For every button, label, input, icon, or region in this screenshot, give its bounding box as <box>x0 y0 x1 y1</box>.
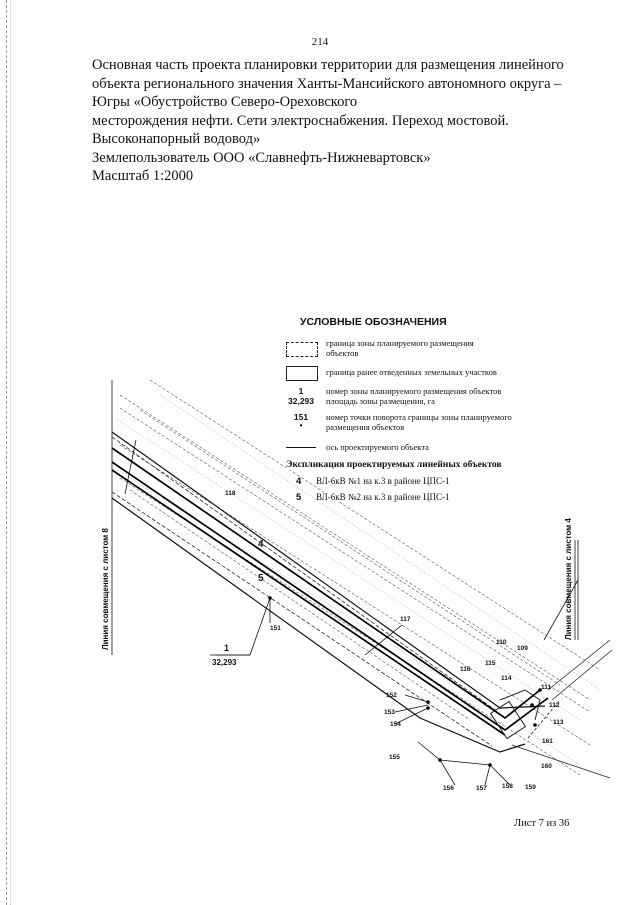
legend-sym-bottom: 32,293 <box>288 396 314 406</box>
point-label: 116 <box>460 666 471 673</box>
point-label: 159 <box>525 784 536 791</box>
point-label: 118 <box>225 490 236 497</box>
legend-title: УСЛОВНЫЕ ОБОЗНАЧЕНИЯ <box>300 316 447 328</box>
header-line: Основная часть проекта планировки территории для размещения линейного <box>92 57 564 73</box>
header-line: Югры «Обустройство Северо-Ореховского <box>92 94 358 110</box>
point-label: 113 <box>553 719 564 726</box>
legend-item <box>326 412 512 432</box>
legend-axis-symbol <box>286 447 316 448</box>
legend-sym-top: 151 <box>293 412 309 422</box>
right-match-label: Линия совмещения с листом 4 <box>564 518 573 640</box>
explication-title: Экспликация проектируемых линейных объектов <box>286 460 502 470</box>
header-line: объекта регионального значения Ханты-Мансийского автономного округа – <box>92 75 562 92</box>
header-line: Землепользователь ООО «Славнефть-Нижневартовск» <box>92 149 431 166</box>
legend-text-line: площадь зоны размещения, га <box>326 396 435 406</box>
left-match-label: Линия совмещения с листом 8 <box>101 528 110 650</box>
object-4-label: 4 <box>258 539 264 550</box>
legend-text-line: граница зоны планируемого размещения <box>326 338 474 348</box>
legend-item <box>326 338 474 358</box>
point-label: 110 <box>496 639 507 646</box>
header-line: Масштаб 1:2000 <box>92 168 194 184</box>
point-label: 114 <box>501 675 512 682</box>
legend-text-line: размещения объектов <box>326 422 405 432</box>
point-label: 117 <box>400 616 411 623</box>
legend-point-symbol <box>286 412 316 428</box>
legend-zone-number-symbol <box>286 386 316 406</box>
sheet-label: Лист 7 из 36 <box>514 818 570 829</box>
survey-lines <box>120 380 600 775</box>
point-label: 109 <box>517 645 528 652</box>
point-label: 161 <box>542 738 553 745</box>
point-label: 115 <box>485 660 496 667</box>
point-dot-icon: • <box>299 420 303 430</box>
point-label: 153 <box>384 709 395 716</box>
legend-sym-top: 1 <box>298 386 304 396</box>
point-label: 111 <box>541 684 552 691</box>
zone-number: 1 <box>224 643 230 653</box>
explication-number: 4 <box>296 476 302 487</box>
page-number: 214 <box>311 36 329 48</box>
object-5-label: 5 <box>258 573 264 584</box>
legend-text-line: номер точки поворота границы зоны планируемого <box>326 412 512 422</box>
legend-item: граница ранее отведенных земельных участков <box>326 367 497 377</box>
explication-text: ВЛ-6кВ №1 на к.3 в районе ЦПС-1 <box>316 476 450 486</box>
point-label: 160 <box>541 763 552 770</box>
legend-zone-boundary-symbol <box>286 342 318 357</box>
point-label: 112 <box>549 702 560 709</box>
legend-text-line: номер зоны планируемого размещения объектов <box>326 386 502 396</box>
explication-number: 5 <box>296 492 302 503</box>
explication-text: ВЛ-6кВ №2 на к.3 в районе ЦПС-1 <box>316 492 450 502</box>
legend-item: ось проектируемого объекта <box>326 442 429 452</box>
point-label: 156 <box>443 785 454 792</box>
point-label: 157 <box>476 785 487 792</box>
header-line: месторождения нефти. Сети электроснабжения. Переход мостовой. <box>92 112 509 129</box>
legend-allotted-plot-symbol <box>286 366 318 381</box>
point-label: 151 <box>270 625 281 632</box>
legend-text-line: объектов <box>326 348 359 358</box>
point-label: 152 <box>386 692 397 699</box>
zone-area: 32,293 <box>212 658 237 667</box>
point-label: 155 <box>389 754 400 761</box>
legend-item <box>326 386 501 406</box>
point-label: 154 <box>390 721 401 728</box>
header-line: Высоконапорный водовод» <box>92 131 261 147</box>
point-label: 158 <box>502 783 513 790</box>
